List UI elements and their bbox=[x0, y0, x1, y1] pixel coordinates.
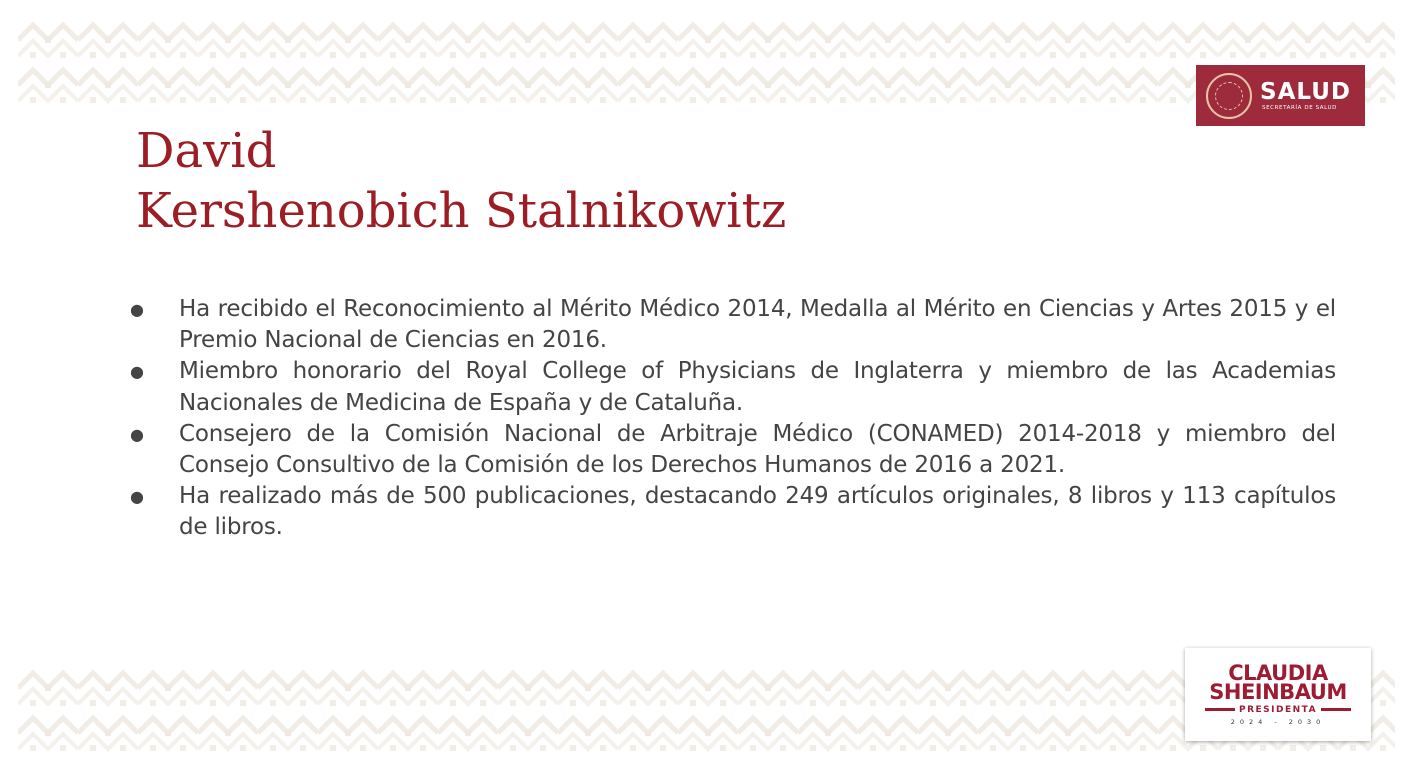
campaign-logo bbox=[1185, 648, 1371, 741]
list-item bbox=[126, 419, 1336, 481]
campaign-logo-presidenta: PRESIDENTA bbox=[1238, 704, 1318, 715]
salud-logo bbox=[1196, 65, 1365, 126]
bullet-dot: ● bbox=[130, 300, 144, 319]
campaign-logo-line2: SHEINBAUM bbox=[1209, 679, 1347, 704]
list-item-text: Ha recibido el Reconocimiento al Mérito Médico 2014, Medalla al Mérito en Ciencias y Artes 2015 y el Premio Nacional de Ciencias en 2016. bbox=[179, 296, 1336, 354]
bullet-dot: ● bbox=[130, 362, 144, 382]
national-seal-icon bbox=[1206, 73, 1252, 119]
campaign-logo-line1: CLAUDIA bbox=[1228, 660, 1328, 685]
salud-logo-name: SALUD bbox=[1260, 78, 1351, 105]
list-item-text: Consejero de la Comisión Nacional de Arbitraje Médico (CONAMED) 2014-2018 y miembro del Consejo Consultivo de la Comisión de los Derechos Humanos de 2016 a 2021. bbox=[179, 420, 1336, 479]
page-title bbox=[136, 121, 786, 241]
title-surname: Kershenobich Stalnikowitz bbox=[136, 183, 787, 239]
bullet-list bbox=[126, 294, 1336, 544]
campaign-logo-years: 2024 - 2030 bbox=[1230, 717, 1326, 726]
list-item bbox=[126, 294, 1336, 356]
bullet-dot: ● bbox=[130, 424, 144, 444]
decorative-pattern-top bbox=[18, 18, 1395, 108]
list-item-text: Miembro honorario del Royal College of Physicians de Inglaterra y miembro de las Academias Nacionales de Medicina de España y de Cataluña. bbox=[179, 358, 1336, 416]
bullet-dot: ● bbox=[130, 487, 144, 507]
list-item bbox=[126, 481, 1336, 543]
slide bbox=[18, 18, 1395, 766]
title-first-name: David bbox=[136, 123, 277, 179]
list-item-text: Ha realizado más de 500 publicaciones, destacando 249 artículos originales, 8 libros y 113 capítulos de libros. bbox=[179, 483, 1336, 541]
list-item bbox=[126, 356, 1336, 418]
salud-logo-subtitle: SECRETARÍA DE SALUD bbox=[1262, 104, 1338, 111]
campaign-logo-line3 bbox=[1205, 705, 1351, 715]
